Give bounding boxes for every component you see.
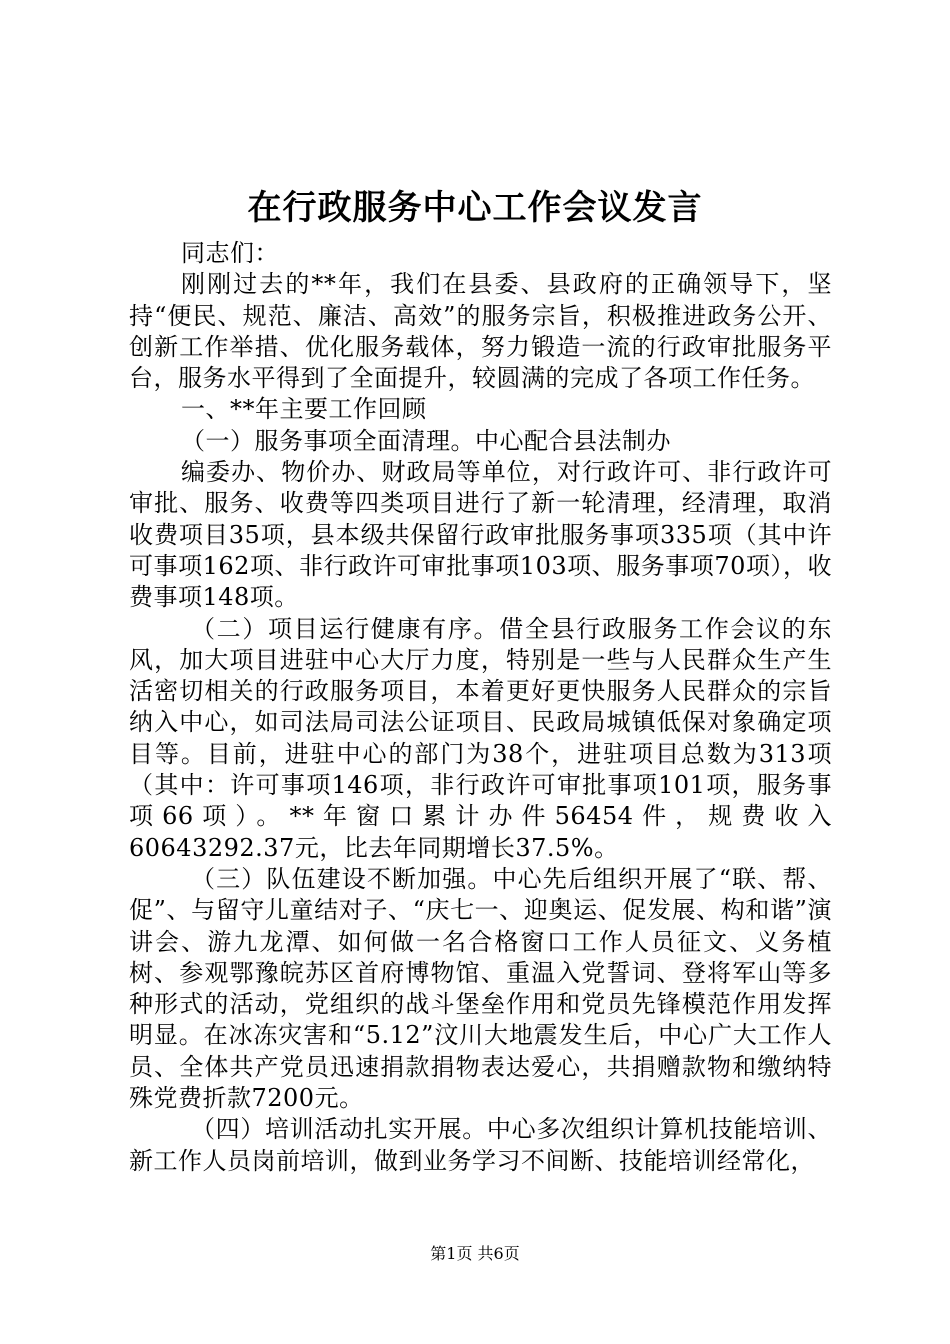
subsection-three-paragraph: （三）队伍建设不断加强。中心先后组织开展了“联、帮、促”、与留守儿童结对子、“庆七一、迎奥运、促发展、构和谐”演讲会、游九龙潭、如何做一名合格窗口工作人员征文、义务植树、参观鄂豫皖苏区首府博物馆、重温入党誓词、登将军山等多种形式的活动，党组织的战斗堡垒作用和党员先锋模范作用发挥明显。在冰冻灾害和“5.12”汶川大地震发生后，中心广大工作人员、全体共产党员迅速捐款捐物表达爱心，共捐赠款物和缴纳特殊党费折款7200元。 <box>129 864 832 1113</box>
page-footer: 第1页 共6页 <box>430 1244 520 1263</box>
intro-paragraph: 刚刚过去的**年，我们在县委、县政府的正确领导下，坚持“便民、规范、廉洁、高效”的服务宗旨，积极推进政务公开、创新工作举措、优化服务载体，努力锻造一流的行政审批服务平台，服务水平得到了全面提升，较圆满的完成了各项工作任务。 <box>129 270 832 393</box>
salutation: 同志们： <box>181 239 279 267</box>
subsection-two-paragraph: （二）项目运行健康有序。借全县行政服务工作会议的东风，加大项目进驻中心大厅力度，特别是一些与人民群众生产生活密切相关的行政服务项目，本着更好更快服务人民群众的宗旨纳入中心，如司法局司法公证项目、民政局城镇低保对象确定项目等。目前，进驻中心的部门为38个，进驻项目总数为313项（其中：许可事项146项，非行政许可审批事项101项，服务事项66项）。**年窗口累计办件56454件，规费收入60643292.37元，比去年同期增长37.5%。 <box>129 614 832 862</box>
subsection-one-body: 编委办、物价办、财政局等单位，对行政许可、非行政许可审批、服务、收费等四类项目进行了新一轮清理，经清理，取消收费项目35项，县本级共保留行政审批服务事项335项（其中许可事项162项、非行政许可审批事项103项、服务事项70项），收费事项148项。 <box>129 458 832 612</box>
subsection-one-heading: （一）服务事项全面清理。中心配合县法制办 <box>181 426 671 455</box>
section-heading: 一、**年主要工作回顾 <box>181 395 427 424</box>
subsection-four-paragraph: （四）培训活动扎实开展。中心多次组织计算机技能培训、新工作人员岗前培训，做到业务学习不间断、技能培训经常化， <box>129 1115 832 1175</box>
document-title: 在行政服务中心工作会议发言 <box>247 188 703 228</box>
document-body <box>129 238 832 1177</box>
